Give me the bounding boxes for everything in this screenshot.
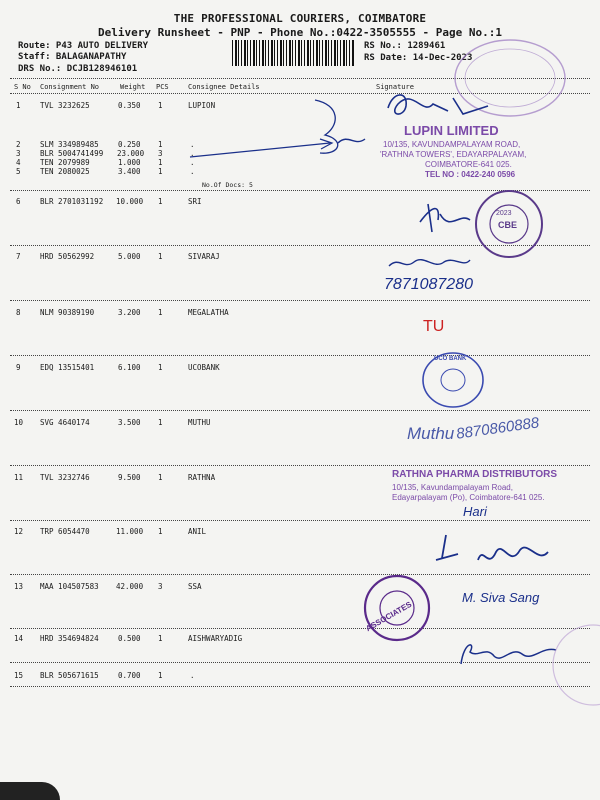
row-divider [10,628,590,629]
row-consignment: TEN 2080025 [40,167,90,176]
row-consignee: MUTHU [188,418,211,427]
muthu-phone: 8870860888 [455,414,541,443]
row-sno: 3 [16,149,21,158]
muthu-signature: Muthu [407,424,455,443]
row-sno: 2 [16,140,21,149]
row-weight: 23.000 [117,149,145,158]
row-consignee: AISHWARYADIG [188,634,243,643]
lupin-stamp-line4: TEL NO : 0422-240 0596 [425,170,516,179]
lupin-stamp-line2: 'RATHNA TOWERS', EDAYARPALAYAM, [380,150,527,159]
row-pcs: 1 [158,473,163,482]
row-divider [10,300,590,301]
drs-number: DRS No.: DCJB128946101 [18,64,138,74]
arrow-mark [180,95,380,175]
row-sno: 12 [14,527,24,536]
row-consignee: RATHNA [188,473,216,482]
row-consignee: . [190,167,195,176]
rs-number: RS No.: 1289461 [364,41,446,51]
row-weight: 11.000 [116,527,144,536]
scan-corner-shadow [0,782,60,800]
row-consignee: SSA [188,582,202,591]
row-sno: 1 [16,101,21,110]
rs-date: RS Date: 14-Dec-2023 [364,53,473,63]
row-weight: 3.200 [118,308,141,317]
row-sno: 5 [16,167,21,176]
row-consignee: . [190,671,195,680]
row-consignment: HRD 50562992 [40,252,95,261]
row-sno: 9 [16,363,21,372]
row-pcs: 1 [158,167,163,176]
row-pcs: 1 [158,158,163,167]
faint-edge-seal [548,620,600,710]
row-sno: 10 [14,418,24,427]
row-weight: 1.000 [118,158,141,167]
row-consignee: ANIL [188,527,207,536]
row-pcs: 1 [158,308,163,317]
row-consignment: BLR 5004741499 [40,149,104,158]
row-weight: 42.000 [116,582,144,591]
row-pcs: 3 [158,149,163,158]
rathna-stamp-line2: Edayarpalayam (Po), Coimbatore-641 025. [392,493,545,502]
row-weight: 0.250 [118,140,141,149]
row-consignee: MEGALATHA [188,308,229,317]
row-weight: 9.500 [118,473,141,482]
row-pcs: 1 [158,671,163,680]
row-divider [10,520,590,521]
row-sno: 6 [16,197,21,206]
row-consignee: LUPION [188,101,216,110]
row-sno: 7 [16,252,21,261]
signature-row12 [428,530,568,582]
row-divider [10,410,590,411]
row-consignee: UCOBANK [188,363,220,372]
col-consignee: Consignee Details [188,83,260,91]
row-pcs: 1 [158,527,163,536]
row-consignment: HRD 354694824 [40,634,99,643]
staff-label: Staff: BALAGANAPATHY [18,52,127,62]
rathna-stamp-line1: 10/135, Kavundampalayam Road, [392,483,513,492]
row-pcs: 1 [158,418,163,427]
row-consignee: SIVARAJ [188,252,220,261]
lupin-stamp-name: LUPIN LIMITED [404,123,499,138]
row-weight: 0.700 [118,671,141,680]
handwritten-phone: 7871087280 [384,276,473,293]
row-sno: 8 [16,308,21,317]
row-sno: 15 [14,671,24,680]
siva-signature: M. Siva Sang [462,590,540,605]
row-sno: 13 [14,582,24,591]
row-consignee: SRI [188,197,202,206]
row-divider [10,686,590,687]
col-weight: Weight [120,83,146,91]
hari-signature: Hari [463,504,487,519]
row-pcs: 3 [158,582,163,591]
lupin-stamp-line1: 10/135, KAVUNDAMPALAYAM ROAD, [383,140,521,149]
row-consignment: SLM 334989485 [40,140,99,149]
barcode [232,40,354,66]
row-pcs: 1 [158,140,163,149]
row-weight: 6.100 [118,363,141,372]
row-consignee: . [190,158,195,167]
row-divider [10,465,590,466]
row-consignment: BLR 2701031192 [40,197,104,206]
signature-row1 [378,86,498,126]
company-title: THE PROFESSIONAL COURIERS, COIMBATORE [173,12,427,25]
row-consignment: TVL 3232625 [40,101,90,110]
col-pcs: PCS [156,83,169,91]
route-label: Route: P43 AUTO DELIVERY [18,41,149,51]
handwritten-tu: TU [423,318,445,335]
row-weight: 0.500 [118,634,141,643]
uco-seal-text: UCO BANK [434,356,467,362]
cbe-seal-text: CBE [498,220,518,230]
docs-count-note: No.Of Docs: 5 [202,181,253,189]
col-signature: Signature [376,83,414,91]
row-weight: 3.500 [118,418,141,427]
col-consignment: Consignment No [40,83,100,91]
row-consignment: EDQ 13515401 [40,363,95,372]
row-consignment: TRP 6054470 [40,527,90,536]
row-consignment: SVG 4640174 [40,418,90,427]
row-sno: 11 [14,473,24,482]
row-weight: 10.000 [116,197,144,206]
row-pcs: 1 [158,197,163,206]
associates-seal-text: ASSOCIATES [364,599,414,634]
row-pcs: 1 [158,634,163,643]
runsheet-subtitle: Delivery Runsheet - PNP - Phone No.:0422-3505555 - Page No.:1 [98,26,502,39]
row-pcs: 1 [158,101,163,110]
row-weight: 5.000 [118,252,141,261]
row-consignee: . [190,149,195,158]
row-sno: 14 [14,634,24,643]
row-consignment: MAA 104507583 [40,582,99,591]
row-consignment: NLM 90389190 [40,308,95,317]
col-sno: S No [14,83,31,91]
row-weight: 3.400 [118,167,141,176]
row-divider [10,355,590,356]
lupin-stamp-line3: COIMBATORE-641 025. [425,160,512,169]
row-consignment: TVL 3232746 [40,473,90,482]
row-pcs: 1 [158,252,163,261]
row-consignment: BLR 505671615 [40,671,99,680]
sivaraj-signature [384,252,474,274]
rathna-stamp-name: RATHNA PHARMA DISTRIBUTORS [392,469,557,480]
row-consignee: . [190,140,195,149]
row-sno: 4 [16,158,21,167]
seal-year: 2023 [496,210,512,217]
row-weight: 0.350 [118,101,141,110]
row-pcs: 1 [158,363,163,372]
row-consignment: TEN 2079989 [40,158,90,167]
